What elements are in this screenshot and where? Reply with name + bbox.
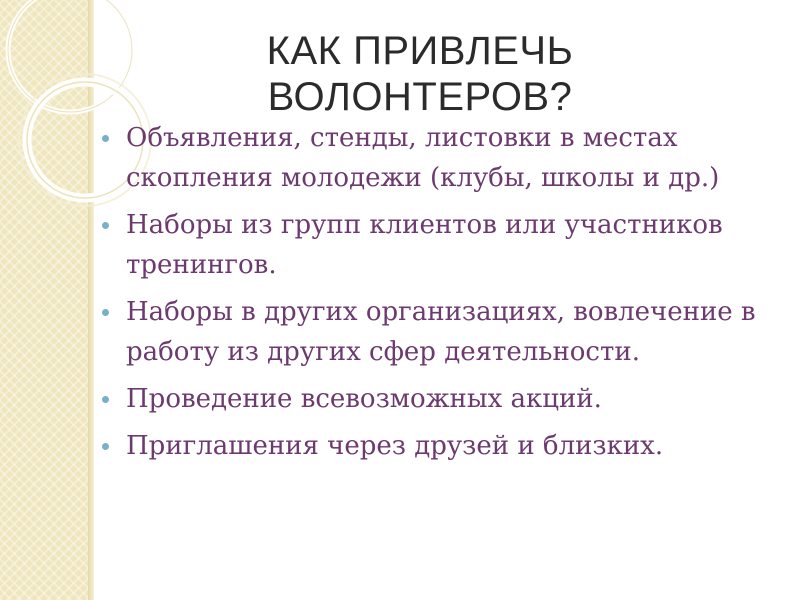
bullet-text: Проведение всевозможных акций.	[126, 384, 602, 414]
slide-title	[180, 28, 660, 120]
bullet-text: Объявления, стенды, листовки в местах скопления молодежи (клубы, школы и др.)	[126, 123, 720, 193]
bullet-item	[100, 205, 770, 285]
bullet-text: Приглашения через друзей и близких.	[126, 431, 664, 461]
bullet-text: Наборы в других организациях, вовлечение в работу из других сфер деятельности.	[126, 297, 756, 367]
bullet-dot-icon	[102, 309, 109, 316]
bullet-dot-icon	[102, 222, 109, 229]
slide-title-line-1: КАК ПРИВЛЕЧЬ	[266, 29, 574, 73]
bullet-dot-icon	[102, 135, 109, 142]
bullet-item	[100, 118, 770, 198]
bullet-item	[100, 379, 770, 419]
bullet-text: Наборы из групп клиентов или участников тренингов.	[126, 210, 723, 280]
bullet-item	[100, 292, 770, 372]
bullet-list	[100, 118, 770, 473]
bullet-dot-icon	[102, 396, 109, 403]
bullet-item	[100, 426, 770, 466]
slide-title-line-2: ВОЛОНТЕРОВ?	[267, 75, 573, 119]
bullet-dot-icon	[102, 443, 109, 450]
